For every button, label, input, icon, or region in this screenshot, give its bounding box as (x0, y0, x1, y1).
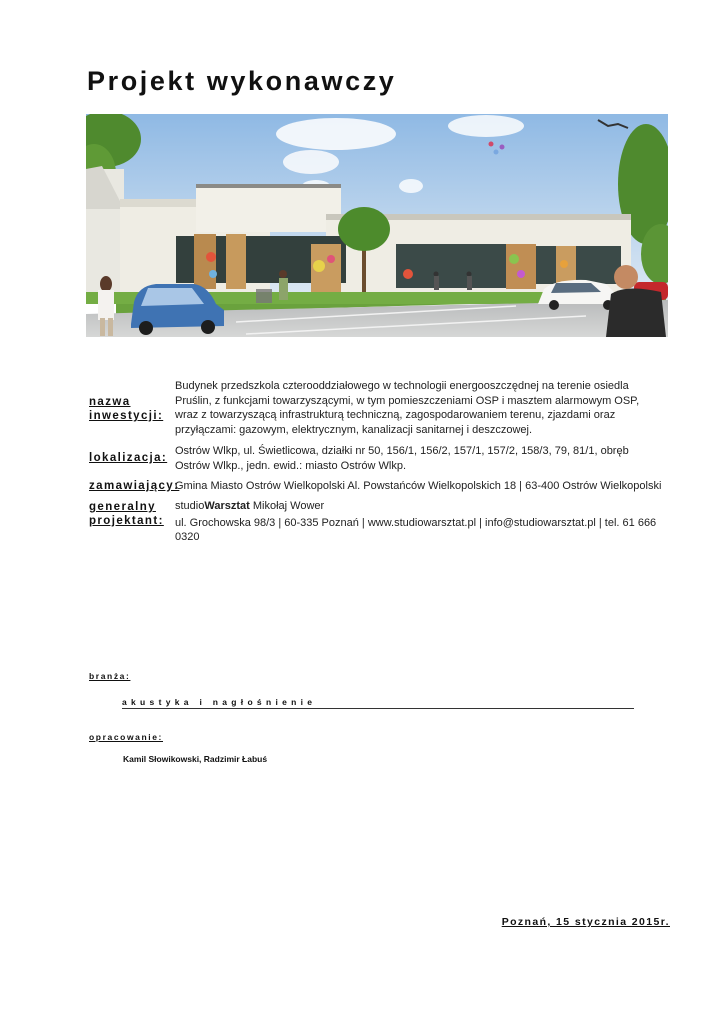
designer-studio-name: Warsztat (204, 500, 250, 512)
designer-studio-prefix: studio (175, 500, 205, 512)
place-and-date: Poznań, 15 stycznia 2015r. (501, 916, 670, 928)
general-designer-label (89, 500, 164, 528)
branza-label: branża: (89, 671, 131, 681)
designer-studio-line (175, 499, 675, 514)
investment-label-line1: nazwa (89, 396, 131, 408)
building-visualization-image (86, 114, 668, 337)
authors-value: Kamil Słowikowski, Radzimir Łabuś (123, 754, 268, 764)
location-value: Ostrów Wlkp, ul. Świetlicowa, działki nr 50, 156/1, 156/2, 157/1, 157/2, 158/3, 79, 81/1, obręb Ostrów Wlkp., jedn. ewid.: miasto Ostrów Wlkp. (175, 445, 629, 472)
investment-name-label (89, 395, 163, 423)
designer-label-line1: generalny (89, 501, 156, 513)
document-title: Projekt wykonawczy (87, 66, 397, 96)
designer-label-line2: projektant: (89, 515, 164, 527)
opracowanie-label: opracowanie: (89, 732, 163, 742)
client-value: Gmina Miasto Ostrów Wielkopolski Al. Powstańców Wielkopolskich 18 | 63-400 Ostrów Wielkopolski (175, 480, 662, 492)
branza-value: akustyka i nagłośnienie (122, 697, 634, 709)
investment-name-value: Budynek przedszkola czterooddziałowego w technologii energooszczędnej na terenie osiedla Pruślin, z funkcjami towarzyszącymi, w tym pomieszczeniami OSP i masztem alarmowym OSP, wraz z towarzyszącą infrastrukturą techniczną, zagospodarowaniem terenu, zjazdami oraz przyłączami: gazowym, elektrycznym, kanalizacji sanitarnej i deszczowej. (175, 380, 640, 436)
designer-person: Mikołaj Wower (249, 500, 325, 512)
investment-label-line2: inwestycji: (89, 410, 164, 422)
client-label: zamawiający: (89, 480, 180, 492)
general-designer-value (175, 499, 675, 545)
location-label: lokalizacja: (89, 452, 168, 464)
designer-contact-line: ul. Grochowska 98/3 | 60-335 Poznań | www.studiowarsztat.pl | info@studiowarsztat.pl | tel. 61 666 0320 (175, 516, 657, 543)
